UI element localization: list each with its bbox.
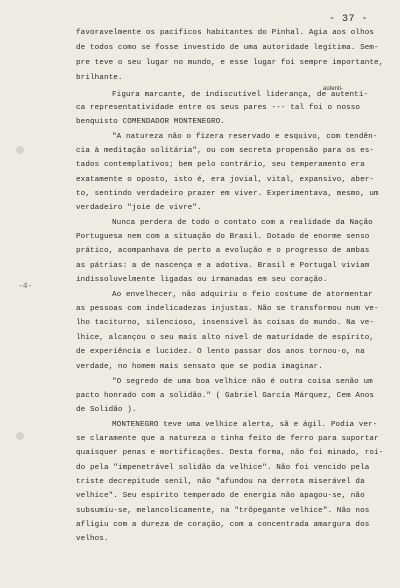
text-line: afligiu com a dureza de coração, com a concentrada amargura dos — [76, 521, 370, 529]
text-line: "O segredo de uma boa velhice não é outra coisa senão um — [112, 378, 373, 386]
text-line: exatamente o oposto, isto é, era jovial, vital, expansivo, aber- — [76, 176, 375, 184]
text-line: velhice". Seu espírito temperado de energia não apagou-se, não — [76, 492, 365, 500]
text-line: subsumiu-se, melancolicamente, na "trôpegante velhice". Não nos — [76, 507, 370, 515]
punch-hole — [16, 146, 24, 154]
punch-hole — [16, 432, 24, 440]
text-line: MONTENEGRO teve uma velhice alerta, sã e ágil. Podia ver- — [112, 421, 378, 429]
text-line: indissoluvelmente ligadas ou irmanadas em seu coração. — [76, 276, 328, 284]
text-line: lho taciturno, silencioso, insensível às coisas do mundo. Na ve- — [76, 319, 375, 327]
text-line: triste decrepitude senil, não "afundou na derrota miserável da — [76, 478, 365, 486]
text-line: velhos. — [76, 535, 109, 543]
text-line: Ao envelhecer, não adquiriu o feio costume de atormentar — [112, 291, 373, 299]
text-line: Nunca perdera de todo o contato com a realidade da Nação — [112, 219, 373, 227]
text-line: benquisto COMENDADOR MONTENEGRO. — [76, 118, 226, 126]
text-line: pacto honrado com a solidão." ( Gabriel García Márquez, Cem Anos — [76, 392, 375, 400]
text-line: as pessoas com indelicadezas injustas. Não se transformou num ve- — [76, 305, 379, 313]
text-line: tados contemplativos; bem pelo contrário, seu temperamento era — [76, 161, 365, 169]
text-line: prático, acompanhava de perto a evolução e o progresso de ambas — [76, 247, 370, 255]
text-line: to, sentindo verdadeiro prazer em viver. Experimentava, mesmo, um — [76, 190, 379, 198]
page-number: - 37 - — [329, 14, 369, 25]
text-line: lhice, alcançou o seu mais alto nível de maturidade de espírito, — [76, 334, 375, 342]
text-line: do pela "impenetrável solidão da velhice". Não foi vencido pela — [76, 464, 370, 472]
text-line: favoravelmente os pacíficos habitantes do Pinhal. Agia aos olhos — [76, 29, 375, 37]
text-line: as pátrias: a de nascença e a adotiva. Brasil e Portugal viviam — [76, 262, 370, 270]
text-line: Portuguesa nem com a situação do Brasil. Dotado de enorme senso — [76, 233, 370, 241]
text-line: se claramente que a natureza o tinha feito de ferro para suportar — [76, 435, 379, 443]
text-line: ca representatividade entre os seus pares --- tal foi o nosso — [76, 104, 361, 112]
text-line: verdadeiro "joie de vivre". — [76, 204, 202, 212]
text-line: Figura marcante, de indiscutível liderança, de autenti- — [112, 91, 369, 99]
text-line: cia à meditação solitária", ou com secreta propensão para os es- — [76, 147, 375, 155]
text-line: de todos como se fosse investido de uma autoridade legítima. Sem- — [76, 44, 379, 52]
text-line: "A natureza não o fizera reservado e esquivo, com tendên- — [112, 133, 378, 141]
text-line: de experiência e lucidez. O lento passar dos anos tornou-o, na — [76, 348, 365, 356]
text-line: pre teve o seu lugar no mundo, e esse lugar foi sempre importante, — [76, 59, 384, 67]
text-line: verdade, no homem mais sensato que se podia imaginar. — [76, 363, 323, 371]
text-line: quaisquer penas e mortificações. Desta forma, não foi minado, roí- — [76, 449, 384, 457]
text-line: brilhante. — [76, 74, 123, 82]
text-line: de Solidão ). — [76, 406, 137, 414]
correction-note: autenti- — [323, 86, 344, 92]
margin-mark: -4- — [18, 282, 33, 291]
